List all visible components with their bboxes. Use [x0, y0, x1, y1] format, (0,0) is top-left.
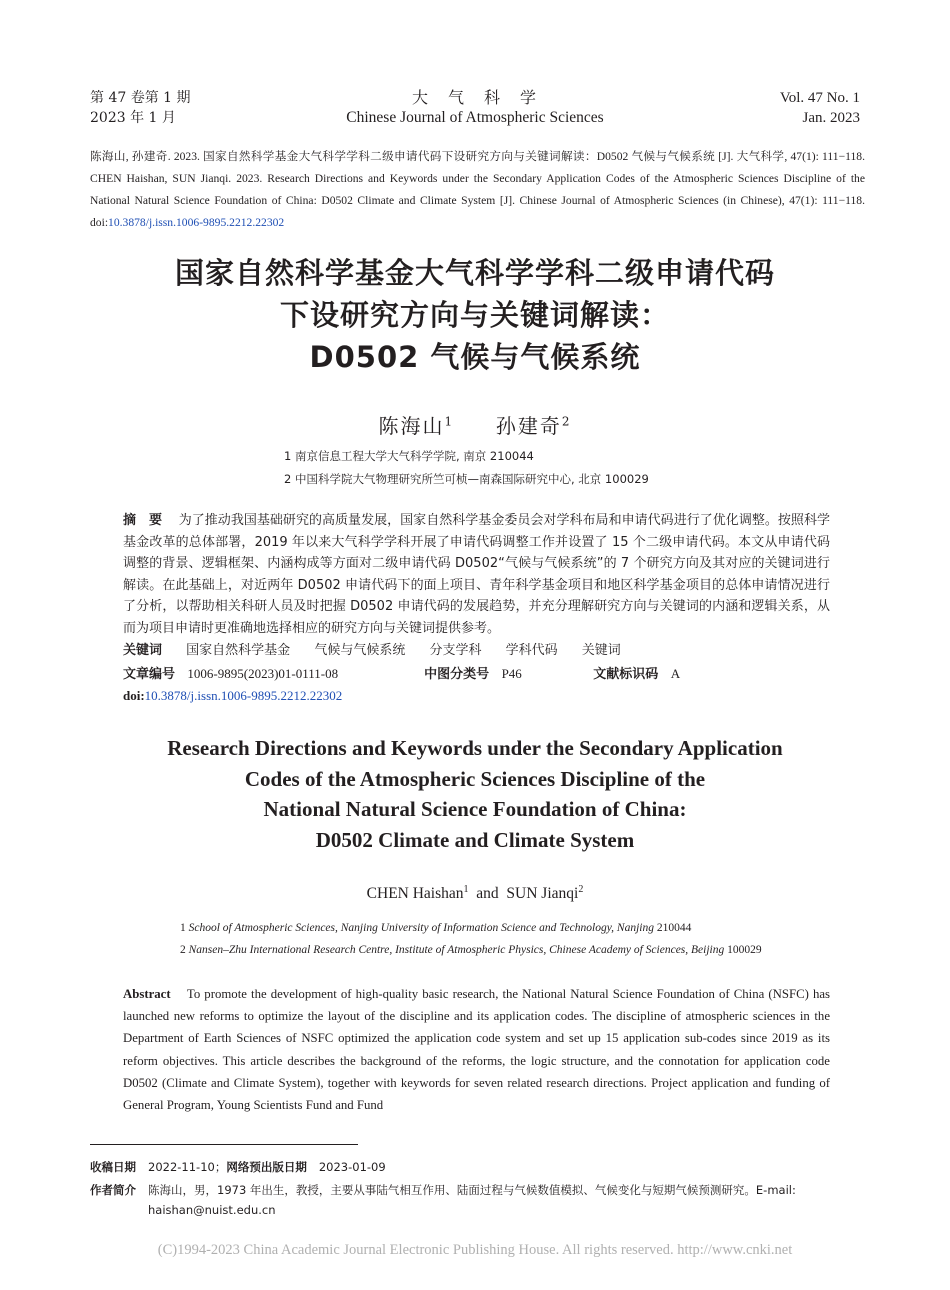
abstract-cn [123, 510, 830, 639]
title-cn-line-3: D0502 气候与气候系统 [309, 340, 641, 374]
authors-cn [0, 410, 950, 439]
bio-text: 陈海山，男，1973 年出生，教授，主要从事陆气相互作用、陆面过程与气候数值模拟、气候变化与短期气候预测研究。E-mail: haishan@nuist.edu.cn [148, 1183, 796, 1217]
abstract-en [123, 983, 830, 1116]
title-en-line-4: D0502 Climate and Climate System [315, 827, 635, 852]
abstract-cn-text: 为了推动我国基础研究的高质量发展，国家自然科学基金委员会对学科布局和申请代码进行了优化调整。按照科学基金改革的总体部署，2019 年以来大气科学学科开展了申请代码调整工作并设置了 15 个二级申请代码。本文从申请代码调整的背景、逻辑框架、内涵构成等方面对二级申请代码 D0502“气候与气候系统”的 7 个研究方向及其对应的关键词进行解读。在此基础上，对近两年 D0502 申请代码下的面上项目、青年科学基金项目和地区科学基金项目的总体申请情况进行了分析，以帮助相关科研人员及时把握 D0502 申请代码的发展趋势，并充分理解研究方向与关键词的内涵和逻辑关系，从而为项目申请时更准确地选择相应的研究方向与关键词提供参考。 [123, 513, 830, 636]
keyword-item: 气候与气候系统 [314, 643, 406, 658]
header-volume-en-line: Vol. 47 No. 1 [779, 90, 860, 106]
keyword-item: 学科代码 [505, 643, 558, 658]
journal-name-en: Chinese Journal of Atmospheric Sciences [346, 109, 604, 126]
keywords-cn [123, 641, 641, 661]
doi-line [123, 688, 342, 704]
affiliation-en-1-code: 210044 [656, 922, 692, 934]
author-cn-2: 孙建奇 [495, 414, 562, 438]
bio-label: 作者简介 [90, 1183, 136, 1197]
author-en-2-affil: 2 [578, 884, 584, 895]
clc-code: P46 [501, 666, 522, 681]
doc-code-label: 文献标识码 [593, 667, 659, 682]
article-no: 1006-9895(2023)01-0111-08 [187, 666, 339, 681]
author-en-2: SUN Jianqi [506, 885, 579, 903]
title-en-line-3: National Natural Science Foundation of China: [263, 797, 687, 821]
title-cn-line-1: 国家自然科学基金大气科学学科二级申请代码 [174, 256, 775, 290]
article-meta-cn [123, 664, 680, 685]
article-title-en [0, 733, 950, 855]
affiliation-en-2 [180, 939, 762, 961]
journal-name-cn: 大 气 科 学 [411, 88, 538, 107]
author-en-1: CHEN Haishan [366, 885, 464, 903]
affiliations-cn [284, 445, 649, 491]
title-cn-line-2: 下设研究方向与关键词解读： [279, 298, 670, 332]
affiliation-en-2-code: 100029 [727, 944, 762, 956]
footnote-author-bio [90, 1180, 865, 1220]
header-volume-en [780, 88, 860, 128]
header-volume-cn: 第 47 卷第 1 期 [90, 90, 191, 106]
author-en-1-affil: 1 [463, 884, 469, 895]
received-label: 收稿日期 [90, 1160, 136, 1174]
author-cn-1-affil: 1 [444, 414, 455, 429]
affiliation-en-1-num: 1 [180, 922, 186, 934]
citation-block [90, 146, 865, 234]
header-date-en: Jan. 2023 [802, 110, 860, 126]
clc-label: 中图分类号 [424, 667, 490, 682]
footnote-dates [90, 1157, 865, 1177]
keyword-item: 关键词 [581, 643, 621, 658]
article-title-cn [0, 252, 950, 378]
authors-en [0, 884, 950, 903]
title-en-line-2: Codes of the Atmospheric Sciences Discipline of the [244, 766, 706, 791]
author-cn-1: 陈海山 [378, 414, 445, 438]
header-date-cn: 2023 年 1 月 [90, 110, 176, 126]
affiliation-cn-2: 2 中国科学院大气物理研究所竺可桢—南森国际研究中心, 北京 100029 [284, 472, 649, 486]
abstract-cn-label: 摘 要 [123, 513, 163, 528]
online-label: 网络预出版日期 [226, 1160, 307, 1174]
affiliation-en-2-num: 2 [180, 944, 186, 956]
article-no-label: 文章编号 [123, 667, 176, 682]
doi-link[interactable]: 10.3878/j.issn.1006-9895.2212.22302 [144, 688, 343, 703]
affiliation-en-1 [180, 917, 762, 939]
author-cn-2-affil: 2 [561, 414, 572, 429]
abstract-en-text: To promote the development of high-quality basic research, the National Natural Science Foundation of China (NSFC) has launched new reforms to optimize the layout of the discipline and its application codes. The discipline of atmospheric sciences in the Department of Earth Sciences of NSFC optimized the application code system and set up 15 application sub-codes since 2019 as its reform objectives. This article describes the background of the reforms, the logic structure, and the connotation for application code D0502 (Climate and Climate System), together with keywords for seven related research directions. Project application and funding of General Program, Young Scientists Fund and Fund [123, 987, 830, 1113]
affiliation-cn-1: 1 南京信息工程大学大气科学学院, 南京 210044 [284, 449, 534, 463]
affiliation-en-1-name: School of Atmospheric Sciences, Nanjing University of Information Science and Technology, Nanjing [188, 922, 654, 934]
copyright-line: (C)1994-2023 China Academic Journal Electronic Publishing House. All rights reserved. http://www.cnki.net [157, 1242, 793, 1258]
keyword-item: 分支学科 [429, 643, 482, 658]
doc-code: A [670, 666, 681, 681]
received-date: 2022-11-10； [148, 1160, 227, 1174]
author-en-connector: and [476, 885, 499, 903]
citation-text: 陈海山, 孙建奇. 2023. 国家自然科学基金大气科学学科二级申请代码下设研究方向与关键词解读：D0502 气候与气候系统 [J]. 大气科学, 47(1): 111−118. CHEN Haishan, SUN Jianqi. 2023. Research Directions and Keywords under the Secondary Application Codes of the Atmospheric Sciences Discipline of the National Natural Science Foundation of China: D0502 Climate and Climate System [J]. Chinese Journal of Atmospheric Sciences (in Chinese), 47(1): 111−118. doi: [90, 150, 865, 229]
doi-label: doi: [123, 688, 145, 703]
affiliation-en-2-name: Nansen–Zhu International Research Centre, Institute of Atmospheric Physics, Chinese Academy of Sciences, Beijing [188, 944, 725, 956]
online-date: 2023-01-09 [318, 1160, 386, 1174]
title-en-line-1: Research Directions and Keywords under the Secondary Application [167, 736, 783, 760]
affiliations-en [180, 917, 762, 961]
keywords-cn-label: 关键词 [123, 643, 163, 658]
keyword-item: 国家自然科学基金 [186, 643, 291, 658]
abstract-en-label: Abstract [123, 987, 171, 1001]
footnote-divider [90, 1144, 358, 1145]
citation-doi-link[interactable]: 10.3878/j.issn.1006-9895.2212.22302 [108, 216, 285, 229]
